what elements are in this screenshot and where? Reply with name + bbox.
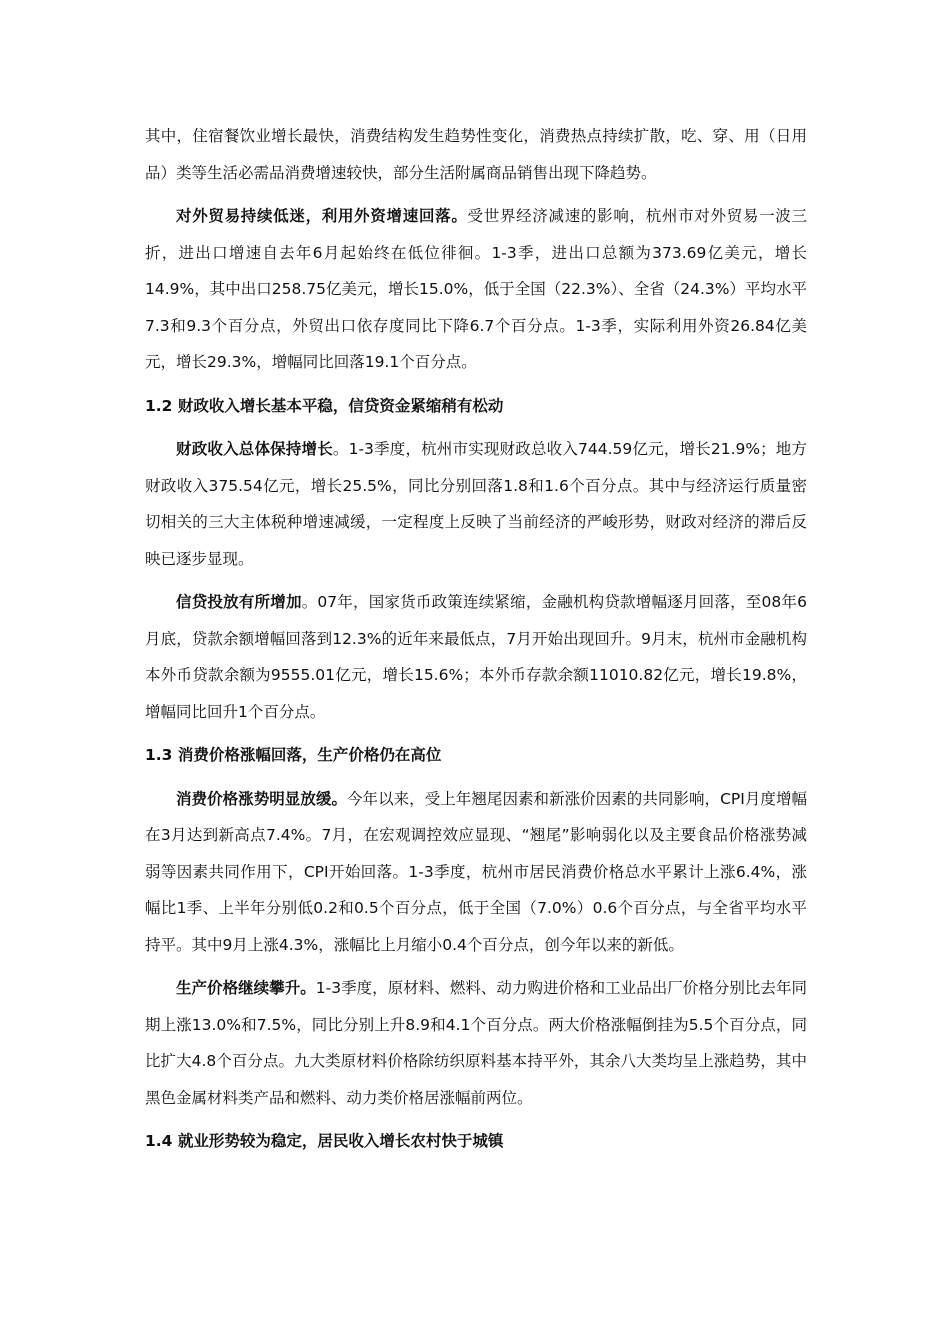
paragraph-body: 。1-3季度，杭州市实现财政总收入744.59亿元，增长21.9%；地方财政收入375.54亿元，增长25.5%，同比分别回落1.8和1.6个百分点。其中与经济运行质量密切相关的三大主体税种增速减缓，一定程度上反映了当前经济的严峻形势，财政对经济的滞后反映已逐步显现。: [145, 440, 807, 568]
paragraph-consumption-structure: [145, 118, 807, 191]
section-heading-1-4: 1.4 就业形势较为稳定，居民收入增长农村快于城镇: [145, 1132, 504, 1150]
paragraph-foreign-trade: [145, 198, 807, 381]
paragraph-lead: 财政收入总体保持增长: [176, 440, 333, 458]
section-heading-1-3: 1.3 消费价格涨幅回落，生产价格仍在高位: [145, 746, 442, 764]
paragraph-body: 。07年，国家货币政策连续紧缩，金融机构贷款增幅逐月回落，至08年6月底，贷款余额增幅回落到12.3%的近年来最低点，7月开始出现回升。9月末，杭州市金融机构本外币贷款余额为9555.01亿元，增长15.6%；本外币存款余额11010.82亿元，增长19.8%，增幅同比回升1个百分点。: [145, 593, 807, 721]
paragraph-producer-prices: [145, 970, 807, 1116]
paragraph-body: 其中，住宿餐饮业增长最快，消费结构发生趋势性变化，消费热点持续扩散，吃、穿、用（日用品）类等生活必需品消费增速较快，部分生活附属商品销售出现下降趋势。: [145, 127, 807, 182]
paragraph-body: 1-3季度，原材料、燃料、动力购进价格和工业品出厂价格分别比去年同期上涨13.0%和7.5%，同比分别上升8.9和4.1个百分点。两大价格涨幅倒挂为5.5个百分点，同比扩大4.8个百分点。九大类原材料价格除纺织原料基本持平外，其余八大类均呈上涨趋势，其中黑色金属材料类产品和燃料、动力类价格居涨幅前两位。: [145, 979, 807, 1107]
paragraph-lead: 信贷投放有所增加: [176, 593, 302, 611]
section-heading-1-2: 1.2 财政收入增长基本平稳，信贷资金紧缩稍有松动: [145, 396, 504, 415]
paragraph-body: 今年以来，受上年翘尾因素和新涨价因素的共同影响，CPI月度增幅在3月达到新高点7.4%。7月，在宏观调控效应显现、“翘尾”影响弱化以及主要食品价格涨势减弱等因素共同作用下，CPI开始回落。1-3季度，杭州市居民消费价格总水平累计上涨6.4%，涨幅比1季、上半年分别低0.2和0.5个百分点，低于全国（7.0%）0.6个百分点，与全省平均水平持平。其中9月上涨4.3%，涨幅比上月缩小0.4个百分点，创今年以来的新低。: [145, 789, 807, 954]
paragraph-consumer-prices: [145, 781, 807, 964]
paragraph-lead: 消费价格涨势明显放缓。: [176, 789, 347, 808]
paragraph-credit: [145, 584, 807, 730]
paragraph-lead: 对外贸易持续低迷，利用外资增速回落。: [176, 207, 468, 225]
paragraph-lead: 生产价格继续攀升。: [176, 979, 316, 997]
paragraph-body: 受世界经济减速的影响，杭州市对外贸易一波三折，进出口增速自去年6月起始终在低位徘徊。1-3季，进出口总额为373.69亿美元，增长14.9%，其中出口258.75亿美元，增长15.0%，低于全国（22.3%）、全省（24.3%）平均水平7.3和9.3个百分点，外贸出口依存度同比下降6.7个百分点。1-3季，实际利用外资26.84亿美元，增长29.3%，增幅同比回落19.1个百分点。: [145, 207, 807, 371]
paragraph-fiscal-revenue: [145, 431, 807, 577]
document-page: [145, 118, 807, 1167]
